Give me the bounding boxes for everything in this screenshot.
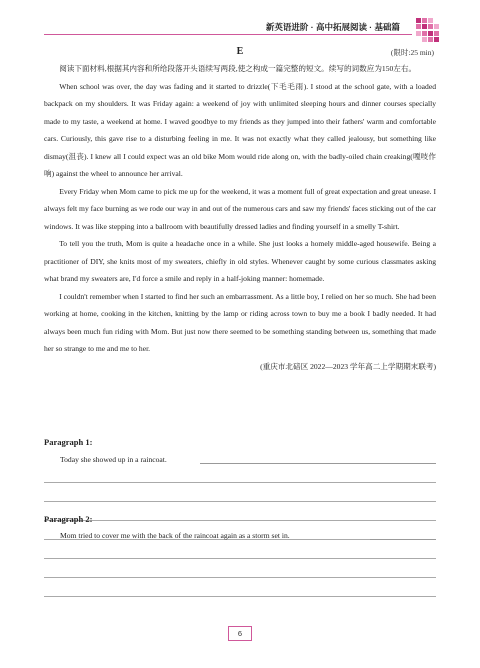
header-rule: [44, 34, 412, 35]
answer-line[interactable]: [44, 596, 436, 597]
writing-start-2: Mom tried to cover me with the back of the raincoat again as a storm set in.: [60, 531, 290, 540]
answer-line[interactable]: [44, 482, 436, 483]
answer-blank-1[interactable]: [200, 463, 436, 464]
answer-line[interactable]: [44, 577, 436, 578]
paragraph-3: To tell you the truth, Mom is quite a headache once in a while. She just looks a homely middle-aged housewife. Being a practitioner of DIY, she knits most of my sweaters, chiefly in old styles. Whenever caught by some curious classmates asking what brand my sweaters are, I'd force a smile and reply in a half-joking manner: homemade.: [44, 239, 436, 283]
source-note: (重庆市北碚区 2022—2023 学年高二上学期期末联考): [260, 361, 436, 371]
reading-passage: [44, 60, 436, 375]
answer-line[interactable]: [44, 558, 436, 559]
paragraph-1: When school was over, the day was fading and it started to drizzle(下毛毛雨). I stood at the school gate, with a loaded backpack on my shoulders. It was Friday again: a weekend of joy with unlimited sleeping hours and dinner courses specially made to my taste, a weekend at home. I waved goodbye to my friends as they jumped into their fathers' warm and comfortable cars. Curiously, this gave rise to a disturbing feeling in me. It was not exactly what they called jealousy, but something like dismay(沮丧). I knew all I could expect was an old bike Mom would ride along on, with the badly-oiled chain creaking(嘎吱作响) against the wheel to announce her arrival.: [44, 81, 436, 178]
instructions: 阅读下面材料,根据其内容和所给段落开头语续写两段,使之构成一篇完整的短文。续写的词数应为150左右。: [59, 64, 417, 73]
page-number: 6: [228, 626, 252, 641]
writing-label-1: Paragraph 1:: [44, 437, 93, 447]
page-header: [44, 18, 440, 44]
section-letter: E: [236, 46, 244, 57]
writing-label-2: Paragraph 2:: [44, 514, 93, 524]
answer-line[interactable]: [44, 501, 436, 502]
answer-line[interactable]: [44, 520, 436, 521]
answer-blank-2[interactable]: [370, 539, 436, 540]
header-title: 新英语进阶 · 高中拓展阅读 · 基础篇: [262, 21, 404, 33]
paragraph-2: Every Friday when Mom came to pick me up for the weekend, it was a moment full of great expectation and great unease. I always felt my face burning as we rode our way in and out of the numerous cars and saw my friends' faces sticking out of the car windows. It was like stepping into a ballroom with beautifully dressed ladies and finding yourself in a smelly T-shirt.: [44, 186, 436, 231]
logo-grid-icon: [416, 18, 440, 42]
time-limit: (限时:25 min): [390, 48, 434, 57]
paragraph-4: I couldn't remember when I started to find her such an embarrassment. As a little boy, I relied on her so much. She had been working at home, cooking in the kitchen, knitting by the lamp or riding across town to buy me a book I badly needed. It had always been much fun riding with Mom. But just now there seemed to be something standing between us, something that made her so strange to me and me to her.: [44, 291, 436, 353]
writing-start-1: Today she showed up in a raincoat.: [60, 455, 167, 464]
